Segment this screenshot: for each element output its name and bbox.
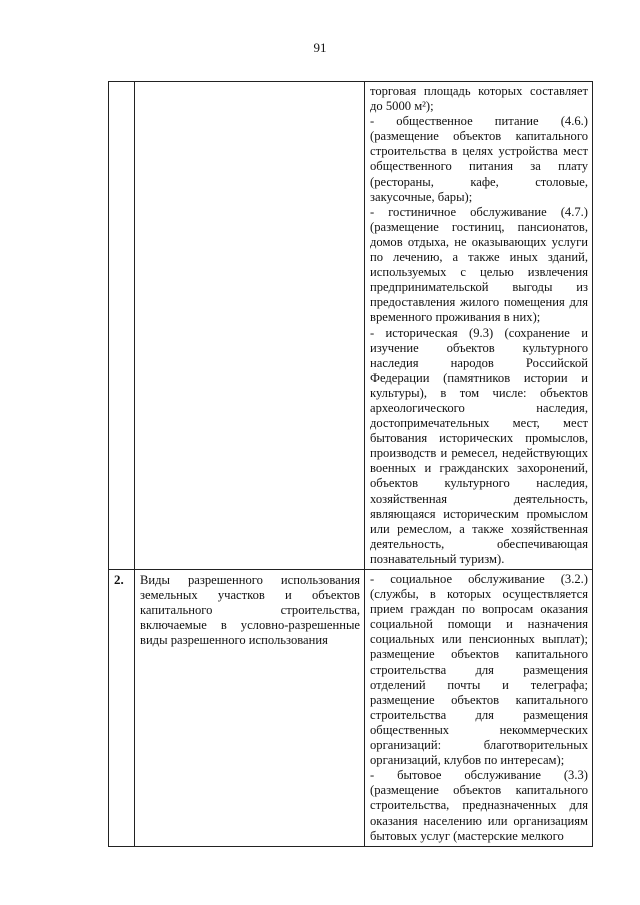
row-items-cell — [365, 82, 593, 570]
row-items — [365, 570, 592, 846]
use-item: торговая площадь которых составляет до 5000 м²); — [370, 84, 588, 114]
use-item: - социальное обслуживание (3.2.) (службы, в которых осуществляется прием граждан по вопросам оказания социальной помощи и назначения социальных или пенсионных выплат); размещение объектов капитального строительства для размещения отделений почты и телеграфа; размещение объектов капитального строительства для размещения общественных некоммерческих организаций: благотворительных организаций, клубов по интересам); — [370, 572, 588, 768]
row-items — [365, 82, 592, 569]
row-number-cell — [109, 82, 135, 570]
table-row — [109, 82, 593, 570]
row-number — [109, 82, 134, 84]
page-number: 91 — [313, 40, 327, 55]
land-use-table — [108, 81, 593, 847]
row-number: 2. — [114, 572, 124, 587]
use-item: - общественное питание (4.6.) (размещение объектов капитального строительства в целях устройства мест общественного питания за плату (рестораны, кафе, столовые, закусочные, бары); — [370, 114, 588, 204]
row-description-cell — [135, 570, 365, 847]
row-description-cell — [135, 82, 365, 570]
use-item: - бытовое обслуживание (3.3) (размещение объектов капитального строительства, предназначенных для оказания населению или организациям бытовых услуг (мастерские мелкого — [370, 768, 588, 843]
table-row — [109, 570, 593, 847]
row-description — [135, 82, 364, 87]
row-items-cell — [365, 570, 593, 847]
use-item: - гостиничное обслуживание (4.7.) (размещение гостиниц, пансионатов, домов отдыха, не оказывающих услуги по лечению, а также иных зданий, используемых с целью извлечения предпринимательской выгоды из предоставления жилого помещения для временного проживания в них); — [370, 204, 588, 325]
use-item: - историческая (9.3) (сохранение и изучение объектов культурного наследия народов Российской Федерации (памятников истории и культуры), в том числе: объектов археологического наследия, достопримечательных мест, мест бытования исторических промыслов, производств и ремесел, недействующих военных и гражданских захоронений, объектов культурного наследия, хозяйственная деятельность, являющаяся историческим промыслом или ремеслом, а также хозяйственная деятельность, обеспечивающая познавательный туризм). — [370, 325, 588, 566]
row-description: Виды разрешенного использования земельных участков и объектов капитального строительства, включаемые в условно-разрешенные виды разрешенного использования — [140, 573, 360, 648]
row-number-cell — [109, 570, 135, 847]
